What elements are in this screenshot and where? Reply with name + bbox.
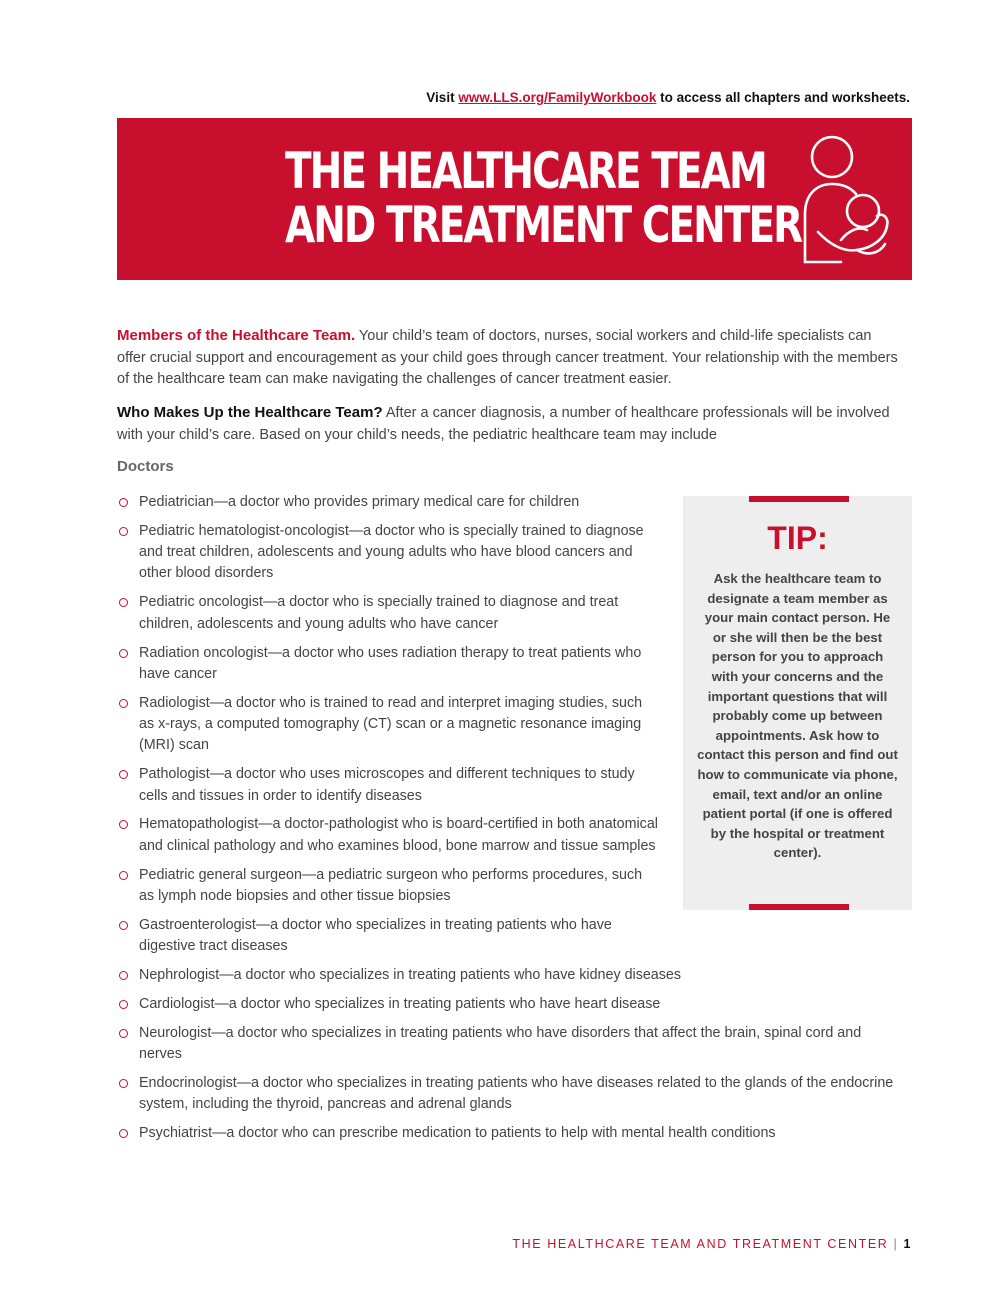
list-item <box>117 915 661 958</box>
bullet-circle-icon <box>119 820 128 829</box>
who-paragraph <box>117 402 902 446</box>
list-item-text: Nephrologist—a doctor who specializes in treating patients who have kidney diseases <box>139 966 681 983</box>
bullet-circle-icon <box>119 699 128 708</box>
bullet-circle-icon <box>119 649 128 658</box>
intro-lead: Members of the Healthcare Team. <box>117 327 356 344</box>
bullet-circle-icon <box>119 1079 128 1088</box>
bullet-circle-icon <box>119 598 128 607</box>
list-item-text: Cardiologist—a doctor who specializes in treating patients who have heart disease <box>139 995 661 1012</box>
list-item <box>117 521 661 585</box>
list-item-text: Pathologist—a doctor who uses microscopes and different techniques to study cells and tissues in order to identify diseases <box>139 766 635 804</box>
bullet-circle-icon <box>119 527 128 536</box>
list-item <box>117 1123 904 1144</box>
visit-prefix: Visit <box>426 90 455 105</box>
list-item-text: Pediatric hematologist-oncologist—a doctor who is specially trained to diagnose and treat children, adolescents and young adults who have blood cancers and other blood disorders <box>139 522 644 582</box>
list-item-text: Hematopathologist—a doctor-pathologist who is board-certified in both anatomical and clinical pathology and who examines blood, bone marrow and tissue samples <box>139 816 658 854</box>
title-banner <box>117 118 912 280</box>
list-item <box>117 1073 904 1116</box>
list-item <box>117 994 904 1015</box>
tip-box <box>683 496 912 910</box>
list-item-text: Radiation oncologist—a doctor who uses radiation therapy to treat patients who have cancer <box>139 644 642 682</box>
intro-paragraph <box>117 325 902 391</box>
tip-title: TIP: <box>767 520 828 556</box>
family-workbook-link[interactable]: www.LLS.org/FamilyWorkbook <box>458 90 657 105</box>
who-lead: Who Makes Up the Healthcare Team? <box>117 404 383 421</box>
list-item-text: Psychiatrist—a doctor who can prescribe medication to patients to help with mental health conditions <box>139 1125 776 1142</box>
list-item <box>117 592 661 635</box>
tip-top-rule <box>749 496 849 502</box>
parent-holding-child-icon <box>793 132 899 270</box>
list-item-text: Radiologist—a doctor who is trained to read and interpret imaging studies, such as x-rays, a computed tomography (CT) scan or a magnetic resonance imaging (MRI) scan <box>139 694 643 754</box>
list-item <box>117 693 661 757</box>
list-item <box>117 1023 904 1066</box>
list-item <box>117 492 661 513</box>
intro-text: Your child’s team of doctors, nurses, social workers and child-life specialists can offer crucial support and encouragement as your child goes through cancer treatment. Your relationship with the members of the healthcare team can make navigating the challenges of cancer treatment easier. <box>117 328 898 387</box>
doctors-heading: Doctors <box>117 458 174 475</box>
footer-title: THE HEALTHCARE TEAM AND TREATMENT CENTER <box>512 1237 889 1251</box>
bullet-circle-icon <box>119 971 128 980</box>
bullet-circle-icon <box>119 770 128 779</box>
list-item-text: Pediatric oncologist—a doctor who is specially trained to diagnose and treat children, adolescents and young adults who have cancer <box>139 594 619 632</box>
list-item-text: Neurologist—a doctor who specializes in treating patients who have disorders that affect the brain, spinal cord and nerves <box>139 1024 862 1063</box>
title-line-2: AND TREATMENT CENTER <box>285 196 802 254</box>
bullet-circle-icon <box>119 921 128 930</box>
list-item <box>117 865 661 908</box>
list-item <box>117 764 661 807</box>
page-title <box>285 144 801 252</box>
list-item-text: Gastroenterologist—a doctor who specializes in treating patients who have digestive tract diseases <box>139 916 612 955</box>
title-line-1: THE HEALTHCARE TEAM <box>285 142 766 200</box>
list-item <box>117 643 661 686</box>
bullet-circle-icon <box>119 1000 128 1009</box>
bullet-circle-icon <box>119 871 128 880</box>
page-number: 1 <box>903 1237 912 1251</box>
list-item-text: Pediatric general surgeon—a pediatric surgeon who performs procedures, such as lymph node biopsies and other tissue biopsies <box>139 866 643 904</box>
tip-bottom-rule <box>749 904 849 910</box>
bullet-circle-icon <box>119 1029 128 1038</box>
page-footer <box>0 1237 912 1251</box>
tip-body: Ask the healthcare team to designate a team member as your main contact person. He or she will then be the best person for you to approach with your concerns and the important questions that will probably come up between appointments. Ask how to contact this person and find out how to communicate via phone, email, text and/or an online patient portal (if one is offered by the hospital or treatment center). <box>697 571 898 861</box>
bullet-circle-icon <box>119 498 128 507</box>
who-text: After a cancer diagnosis, a number of healthcare professionals will be involved with your child’s care. Based on your child’s needs, the pediatric healthcare team may include <box>117 405 890 443</box>
visit-suffix: to access all chapters and worksheets. <box>660 90 910 105</box>
list-item-text: Endocrinologist—a doctor who specializes in treating patients who have diseases related to the glands of the endocrine system, including the thyroid, pancreas and adrenal glands <box>139 1074 894 1113</box>
bullet-circle-icon <box>119 1129 128 1138</box>
list-item <box>117 814 661 857</box>
list-item-text: Pediatrician—a doctor who provides primary medical care for children <box>139 494 580 510</box>
list-item <box>117 965 904 986</box>
footer-separator: | <box>893 1237 899 1251</box>
visit-line <box>0 90 910 105</box>
